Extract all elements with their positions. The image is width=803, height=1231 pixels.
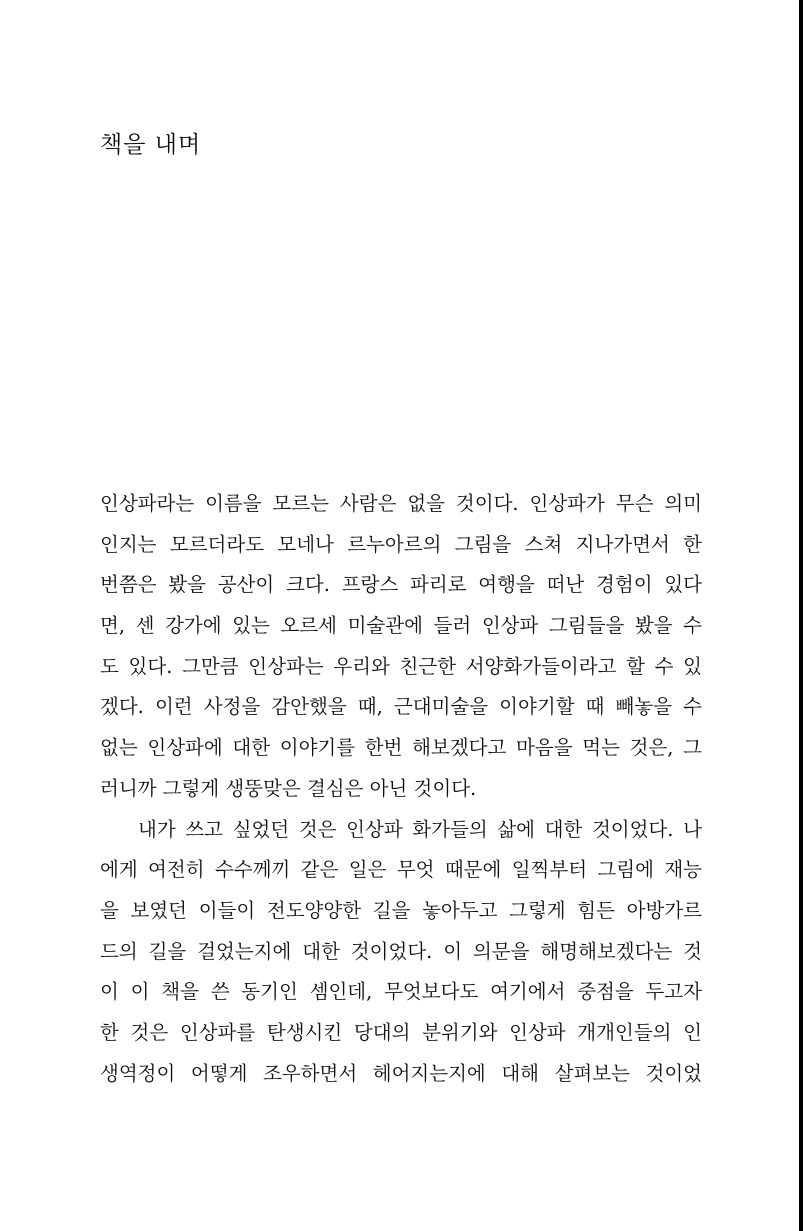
paragraph-first-line: 내가 쓰고 싶었던 것은 인상파 화가들의 삶에 대한 것이었다. 나	[138, 817, 702, 841]
text-line: 을 보였던 이들이 전도양양한 길을 놓아두고 그렇게 힘든 아방가르	[100, 898, 702, 922]
text-line: 인지는 모르더라도 모네나 르누아르의 그림을 스쳐 지나가면서 한	[100, 532, 702, 556]
text-line: 생역정이 어떻게 조우하면서 헤어지는지에 대해 살펴보는 것이었	[100, 1061, 702, 1085]
text-line: 에게 여전히 수수께끼 같은 일은 무엇 때문에 일찍부터 그림에 재능	[100, 858, 702, 882]
text-line: 도 있다. 그만큼 인상파는 우리와 친근한 서양화가들이라고 할 수 있	[100, 654, 702, 678]
body-text	[100, 484, 702, 1094]
text-line: 인상파라는 이름을 모르는 사람은 없을 것이다. 인상파가 무슨 의미	[100, 492, 702, 515]
text-line: 한 것은 인상파를 탄생시킨 당대의 분위기와 인상파 개개인들의 인	[100, 1020, 702, 1044]
paragraph-end-line: 러니까 그렇게 생뚱맞은 결심은 아닌 것이다.	[100, 776, 477, 800]
text-line: 드의 길을 걸었는지에 대한 것이었다. 이 의문을 해명해보겠다는 것	[100, 939, 702, 963]
text-line: 번쯤은 봤을 공산이 크다. 프랑스 파리로 여행을 떠난 경험이 있다	[100, 573, 702, 597]
page-edge-border	[799, 0, 803, 1231]
text-line: 면, 센 강가에 있는 오르세 미술관에 들러 인상파 그림들을 봤을 수	[100, 614, 702, 638]
chapter-heading: 책을 내며	[100, 132, 202, 158]
text-line: 없는 인상파에 대한 이야기를 한번 해보겠다고 마음을 먹는 것은, 그	[100, 736, 702, 760]
text-line: 이 이 책을 쓴 동기인 셈인데, 무엇보다도 여기에서 중점을 두고자	[100, 980, 702, 1004]
text-line: 겠다. 이런 사정을 감안했을 때, 근대미술을 이야기할 때 빼놓을 수	[100, 695, 702, 719]
